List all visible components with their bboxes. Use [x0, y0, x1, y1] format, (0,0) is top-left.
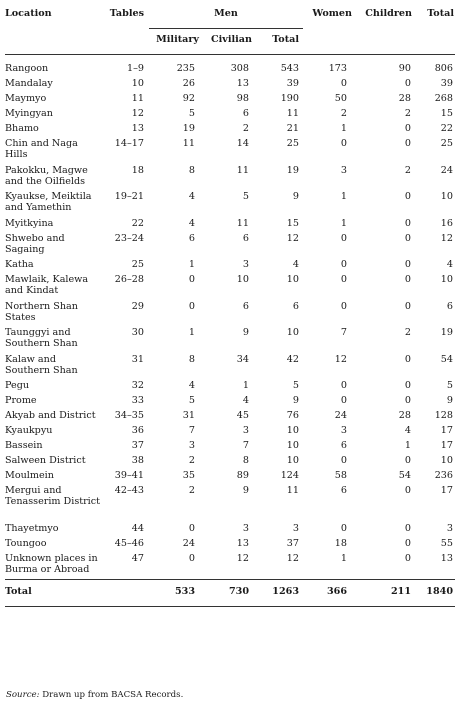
- row-children: 1: [404, 440, 411, 451]
- totals-tables: [101, 580, 149, 607]
- row-military: 3: [188, 440, 195, 451]
- header-blank: [303, 29, 356, 55]
- table-row: [5, 233, 455, 260]
- header-total: Total: [427, 8, 454, 19]
- row-civilian: 6: [242, 108, 249, 119]
- row-civilian: 6: [242, 232, 249, 244]
- row-men-total: 37: [286, 537, 299, 549]
- row-women: 2: [340, 108, 347, 119]
- totals-total: 1840: [426, 586, 453, 598]
- header-civilian: Civilian: [211, 34, 252, 45]
- row-civilian: 3: [242, 259, 249, 270]
- row-total: 236: [434, 470, 453, 481]
- row-men-total: 3: [292, 522, 299, 534]
- row-men-total: 543: [280, 63, 299, 74]
- row-children: 0: [404, 138, 411, 149]
- row-men-total: 39: [286, 78, 299, 89]
- table-row: [5, 138, 455, 165]
- row-children: 0: [404, 274, 411, 285]
- row-military: 0: [188, 552, 195, 564]
- table-row: [5, 425, 455, 440]
- row-tables: 22: [131, 217, 144, 229]
- row-civilian: 5: [242, 191, 249, 202]
- table-row: [5, 553, 455, 580]
- row-men-total: 10: [286, 425, 299, 436]
- row-location: Thayetmyo: [5, 522, 59, 534]
- row-total: 10: [440, 191, 453, 202]
- table-row: [5, 165, 455, 192]
- header-blank: [101, 29, 149, 55]
- table-row: [5, 455, 455, 470]
- row-total: 128: [434, 410, 453, 421]
- row-location: Mergui and Tenasserim District: [5, 485, 100, 508]
- row-tables: 29: [131, 300, 144, 312]
- row-military: 31: [182, 410, 195, 421]
- row-civilian: 3: [242, 425, 249, 436]
- row-children: 2: [404, 108, 411, 119]
- table-row: [5, 93, 455, 108]
- row-total: 13: [440, 552, 453, 564]
- row-total: 16: [440, 217, 453, 229]
- table-row: [5, 218, 455, 233]
- row-children: 0: [404, 455, 411, 466]
- row-tables: 36: [131, 425, 144, 436]
- row-total: 10: [440, 274, 453, 285]
- row-total: 268: [434, 93, 453, 104]
- row-total: 10: [440, 455, 453, 466]
- table-row: [5, 523, 455, 538]
- totals-military: 533: [174, 586, 195, 598]
- row-men-total: 6: [292, 300, 299, 312]
- row-women: 0: [340, 380, 347, 391]
- header-men-total: Total: [272, 34, 299, 45]
- header-tables: Tables: [109, 8, 144, 19]
- row-men-total: 10: [286, 327, 299, 338]
- row-tables: 33: [131, 395, 144, 406]
- source-label: Source:: [6, 690, 40, 700]
- row-civilian: 4: [242, 395, 249, 406]
- row-total: 55: [440, 537, 453, 549]
- header-military: Military: [156, 34, 199, 45]
- row-total: 25: [440, 138, 453, 149]
- row-civilian: 13: [236, 78, 249, 89]
- row-tables: 25: [131, 259, 144, 270]
- table-row: [5, 78, 455, 93]
- row-total: 4: [446, 259, 453, 270]
- row-military: 19: [182, 123, 195, 134]
- row-men-total: 19: [286, 164, 299, 176]
- row-civilian: 1: [242, 380, 249, 391]
- row-civilian: 34: [236, 353, 249, 365]
- row-location: Kalaw and Southern Shan: [5, 353, 78, 376]
- row-military: 2: [188, 455, 195, 466]
- row-military: 235: [176, 63, 195, 74]
- row-total: 19: [440, 327, 453, 338]
- row-total: 24: [440, 164, 453, 176]
- row-military: 0: [188, 522, 195, 534]
- row-civilian: 308: [230, 63, 249, 74]
- row-women: 1: [340, 123, 347, 134]
- row-civilian: 98: [236, 93, 249, 104]
- row-women: 24: [334, 410, 347, 421]
- row-women: 0: [340, 522, 347, 534]
- row-military: 4: [188, 191, 195, 202]
- row-men-total: 10: [286, 440, 299, 451]
- row-tables: 32: [131, 380, 144, 391]
- source-text: Drawn up from BACSA Records.: [42, 690, 184, 700]
- row-children: 0: [404, 395, 411, 406]
- row-women: 1: [340, 552, 347, 564]
- row-children: 0: [404, 300, 411, 312]
- row-military: 1: [188, 259, 195, 270]
- row-tables: 12: [131, 108, 144, 119]
- header-location: Location: [5, 8, 52, 19]
- row-women: 0: [340, 455, 347, 466]
- row-tables: 34–35: [114, 410, 144, 421]
- row-location: Pakokku, Magwe and the Oilfields: [5, 164, 88, 187]
- row-location: Bassein: [5, 440, 43, 451]
- row-men-total: 21: [286, 123, 299, 134]
- row-location: Unknown places in Burma or Abroad: [5, 552, 98, 575]
- row-women: 0: [340, 138, 347, 149]
- row-military: 35: [182, 470, 195, 481]
- row-civilian: 9: [242, 485, 249, 496]
- row-civilian: 10: [236, 274, 249, 285]
- row-women: 1: [340, 217, 347, 229]
- row-men-total: 9: [292, 395, 299, 406]
- row-tables: 47: [131, 552, 144, 564]
- table-row: [5, 538, 455, 553]
- row-civilian: 14: [236, 138, 249, 149]
- row-location: Kyaukpyu: [5, 425, 53, 436]
- row-total: 12: [440, 232, 453, 244]
- row-tables: 30: [131, 327, 144, 338]
- table-row: [5, 470, 455, 485]
- row-tables: 13: [131, 123, 144, 134]
- row-location: Taunggyi and Southern Shan: [5, 327, 78, 350]
- row-total: 806: [434, 63, 453, 74]
- row-women: 0: [340, 274, 347, 285]
- table-row: [5, 354, 455, 381]
- row-civilian: 45: [236, 410, 249, 421]
- row-women: 50: [334, 93, 347, 104]
- row-tables: 26–28: [114, 274, 144, 285]
- row-military: 7: [188, 425, 195, 436]
- row-men-total: 9: [292, 191, 299, 202]
- row-military: 11: [182, 138, 195, 149]
- row-location: Salween District: [5, 455, 86, 466]
- row-children: 0: [404, 552, 411, 564]
- row-children: 0: [404, 380, 411, 391]
- row-men-total: 25: [286, 138, 299, 149]
- row-location: Myitkyina: [5, 217, 54, 229]
- row-tables: 11: [131, 93, 144, 104]
- row-men-total: 10: [286, 455, 299, 466]
- header-men: Men: [149, 4, 303, 29]
- row-women: 12: [334, 353, 347, 365]
- row-women: 3: [340, 164, 347, 176]
- row-total: 54: [440, 353, 453, 365]
- row-civilian: 11: [236, 217, 249, 229]
- row-location: Northern Shan States: [5, 300, 78, 323]
- table-row: [5, 55, 455, 79]
- row-tables: 37: [131, 440, 144, 451]
- row-children: 0: [404, 78, 411, 89]
- row-men-total: 190: [280, 93, 299, 104]
- totals-label: Total: [5, 586, 32, 598]
- row-men-total: 76: [286, 410, 299, 421]
- row-civilian: 9: [242, 327, 249, 338]
- row-civilian: 12: [236, 552, 249, 564]
- row-children: 90: [398, 63, 411, 74]
- row-military: 2: [188, 485, 195, 496]
- table-row: [5, 259, 455, 274]
- table-row: [5, 440, 455, 455]
- header-children: Children: [365, 8, 412, 19]
- header-blank: [356, 29, 416, 55]
- row-total: 3: [446, 522, 453, 534]
- row-women: 7: [340, 327, 347, 338]
- row-total: 39: [440, 78, 453, 89]
- totals-men-total: 1263: [272, 586, 299, 598]
- row-location: Chin and Naga Hills: [5, 138, 78, 161]
- row-location: Toungoo: [5, 537, 47, 549]
- table-row: [5, 485, 455, 523]
- row-total: 17: [440, 425, 453, 436]
- row-tables: 39–41: [114, 470, 144, 481]
- row-civilian: 8: [242, 455, 249, 466]
- row-location: Mawlaik, Kalewa and Kindat: [5, 274, 89, 297]
- table-header: [5, 4, 455, 55]
- row-civilian: 6: [242, 300, 249, 312]
- row-women: 58: [334, 470, 347, 481]
- table-row: [5, 395, 455, 410]
- row-location: Akyab and District: [5, 410, 96, 421]
- row-total: 17: [440, 485, 453, 496]
- row-military: 26: [182, 78, 195, 89]
- row-civilian: 11: [236, 164, 249, 176]
- row-children: 0: [404, 217, 411, 229]
- row-military: 8: [188, 353, 195, 365]
- totals-children: 211: [390, 586, 411, 598]
- row-men-total: 5: [292, 380, 299, 391]
- row-tables: 10: [131, 78, 144, 89]
- table-footer: [5, 580, 455, 607]
- row-location: Katha: [5, 259, 34, 270]
- table-row: [5, 410, 455, 425]
- row-children: 28: [398, 410, 411, 421]
- row-location: Pegu: [5, 380, 30, 391]
- row-location: Maymyo: [5, 93, 47, 104]
- source-note: [6, 690, 183, 700]
- row-children: 0: [404, 353, 411, 365]
- row-men-total: 15: [286, 217, 299, 229]
- table-row: [5, 327, 455, 354]
- row-civilian: 3: [242, 522, 249, 534]
- row-military: 0: [188, 274, 195, 285]
- row-location: Kyaukse, Meiktila and Yamethin: [5, 191, 92, 214]
- row-military: 8: [188, 164, 195, 176]
- row-women: 1: [340, 191, 347, 202]
- header-blank: [416, 29, 455, 55]
- row-tables: 14–17: [114, 138, 144, 149]
- row-men-total: 42: [286, 353, 299, 365]
- row-military: 4: [188, 380, 195, 391]
- row-military: 5: [188, 108, 195, 119]
- row-women: 3: [340, 425, 347, 436]
- row-location: Rangoon: [5, 63, 49, 74]
- totals-civilian: 730: [228, 586, 249, 598]
- row-tables: 23–24: [114, 232, 144, 244]
- row-men-total: 4: [292, 259, 299, 270]
- row-tables: 31: [131, 353, 144, 365]
- row-men-total: 10: [286, 274, 299, 285]
- row-location: Prome: [5, 395, 37, 406]
- row-men-total: 124: [280, 470, 299, 481]
- row-tables: 19–21: [114, 191, 144, 202]
- row-women: 0: [340, 259, 347, 270]
- row-men-total: 11: [286, 108, 299, 119]
- table-row: [5, 191, 455, 218]
- row-location: Bhamo: [5, 123, 39, 134]
- totals-row: [5, 580, 455, 607]
- row-military: 4: [188, 217, 195, 229]
- row-women: 6: [340, 485, 347, 496]
- header-blank: [5, 29, 101, 55]
- row-total: 6: [446, 300, 453, 312]
- row-military: 5: [188, 395, 195, 406]
- row-location: Mandalay: [5, 78, 53, 89]
- row-children: 0: [404, 522, 411, 534]
- table-row: [5, 108, 455, 123]
- row-children: 2: [404, 164, 411, 176]
- row-men-total: 12: [286, 232, 299, 244]
- table-row: [5, 123, 455, 138]
- row-location: Myingyan: [5, 108, 53, 119]
- row-children: 0: [404, 537, 411, 549]
- row-total: 17: [440, 440, 453, 451]
- row-tables: 18: [131, 164, 144, 176]
- row-children: 2: [404, 327, 411, 338]
- row-women: 18: [334, 537, 347, 549]
- row-total: 15: [440, 108, 453, 119]
- row-children: 0: [404, 485, 411, 496]
- row-military: 92: [182, 93, 195, 104]
- row-women: 6: [340, 440, 347, 451]
- burma-records-table: [5, 4, 455, 607]
- row-civilian: 89: [236, 470, 249, 481]
- row-military: 0: [188, 300, 195, 312]
- row-civilian: 2: [242, 123, 249, 134]
- row-women: 173: [328, 63, 347, 74]
- row-tables: 38: [131, 455, 144, 466]
- totals-women: 366: [326, 586, 347, 598]
- row-children: 0: [404, 259, 411, 270]
- row-tables: 1–9: [126, 63, 144, 74]
- row-military: 1: [188, 327, 195, 338]
- row-men-total: 11: [286, 485, 299, 496]
- row-military: 24: [182, 537, 195, 549]
- row-total: 5: [446, 380, 453, 391]
- table-row: [5, 380, 455, 395]
- row-children: 28: [398, 93, 411, 104]
- row-women: 0: [340, 232, 347, 244]
- row-location: Shwebo and Sagaing: [5, 232, 65, 255]
- row-women: 0: [340, 300, 347, 312]
- row-children: 4: [404, 425, 411, 436]
- row-children: 54: [398, 470, 411, 481]
- row-total: 22: [440, 123, 453, 134]
- row-women: 0: [340, 78, 347, 89]
- table-body: [5, 55, 455, 580]
- row-tables: 45–46: [114, 537, 144, 549]
- row-total: 9: [446, 395, 453, 406]
- table-row: [5, 274, 455, 301]
- row-children: 0: [404, 191, 411, 202]
- table-row: [5, 301, 455, 328]
- row-location: Moulmein: [5, 470, 54, 481]
- row-children: 0: [404, 123, 411, 134]
- row-children: 0: [404, 232, 411, 244]
- row-tables: 44: [131, 522, 144, 534]
- row-tables: 42–43: [114, 485, 144, 496]
- row-military: 6: [188, 232, 195, 244]
- row-men-total: 12: [286, 552, 299, 564]
- row-civilian: 13: [236, 537, 249, 549]
- header-women: Women: [312, 8, 352, 19]
- row-women: 0: [340, 395, 347, 406]
- row-civilian: 7: [242, 440, 249, 451]
